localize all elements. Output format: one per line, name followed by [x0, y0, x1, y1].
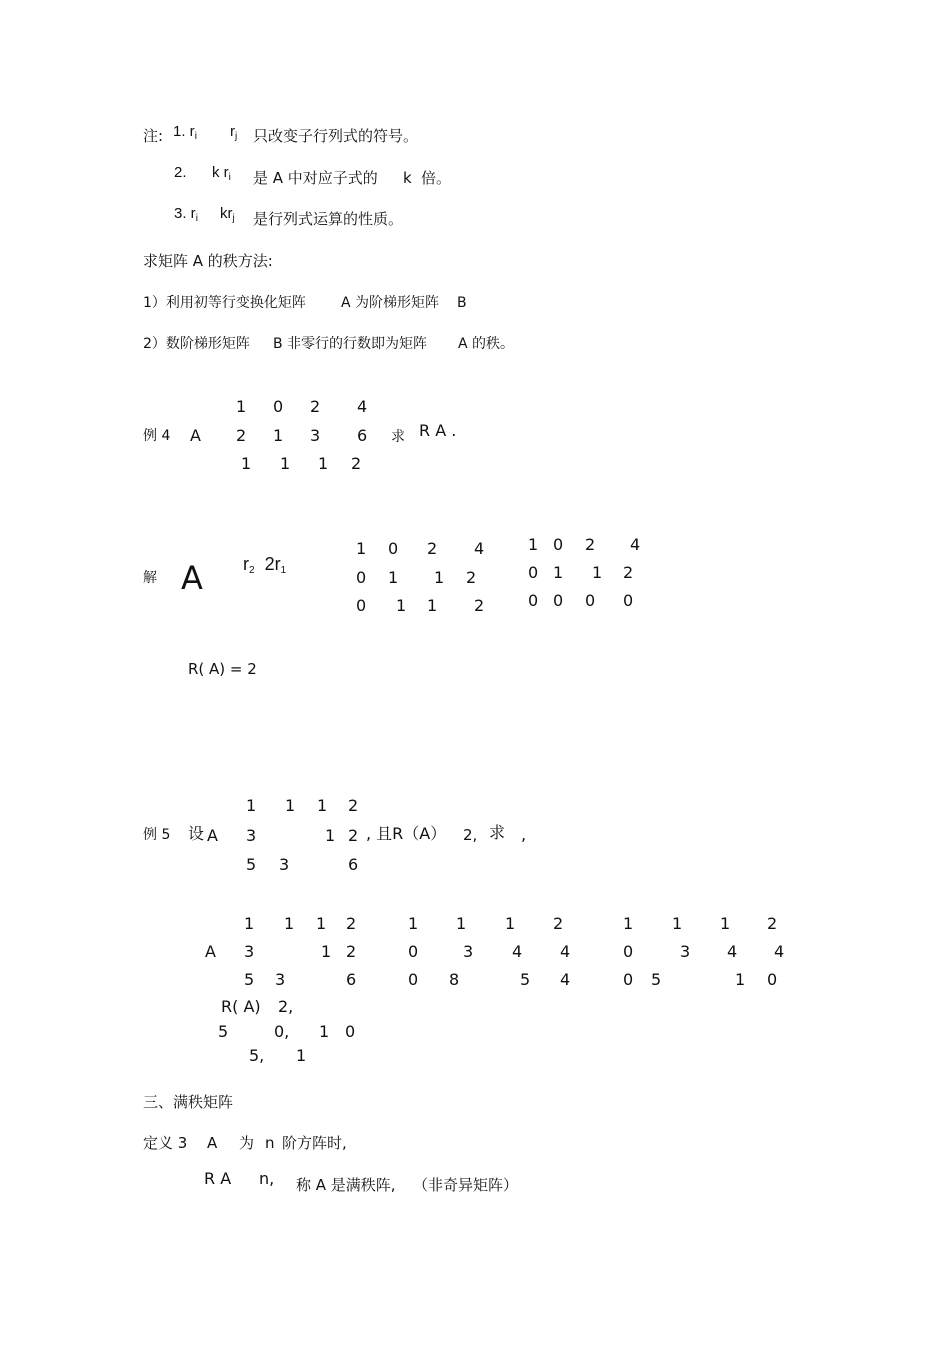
matrix-cell: 1	[321, 942, 332, 961]
matrix-cell: 0	[553, 535, 564, 554]
matrix-cell: 1	[427, 596, 438, 615]
solution5-line2-a: 5	[218, 1022, 229, 1041]
matrix-cell: 1	[592, 563, 603, 582]
method-step2-b: B 非零行的行数即为矩阵	[273, 336, 428, 352]
matrix-cell: 0	[408, 970, 419, 989]
note1-r2: r	[230, 123, 235, 140]
section3-text: 称 A 是满秩阵,	[296, 1176, 396, 1194]
example5-two: 2,	[463, 826, 478, 844]
matrix-cell: 1	[273, 426, 284, 445]
matrix-cell: 2	[348, 826, 359, 845]
solution5-line1-b: 2,	[278, 997, 294, 1016]
solution5-line3-a: 5,	[249, 1046, 265, 1065]
matrix-cell: 0	[623, 970, 634, 989]
matrix-cell: 5	[244, 970, 255, 989]
matrix-cell: 4	[774, 942, 785, 961]
matrix-cell: 1	[318, 454, 329, 473]
matrix-cell: 1	[528, 535, 539, 554]
matrix-cell: 3	[246, 826, 257, 845]
op-r: r	[243, 554, 249, 574]
note1-r	[173, 124, 197, 142]
matrix-cell: 2	[348, 796, 359, 815]
matrix-cell: 0	[553, 591, 564, 610]
note3-kr	[220, 206, 235, 224]
matrix-cell: 2	[623, 563, 634, 582]
section3-title: 三、满秩矩阵	[143, 1093, 234, 1111]
note2-k: k	[403, 169, 412, 187]
matrix-cell: 1	[317, 796, 328, 815]
note2-prefix: 2.	[174, 164, 187, 181]
example4-qiu: 求	[391, 429, 405, 445]
matrix-cell: 1	[505, 914, 516, 933]
matrix-cell: 3	[244, 942, 255, 961]
section3-def-n: n	[265, 1134, 275, 1152]
matrix-cell: 0	[356, 596, 367, 615]
matrix-cell: 6	[346, 970, 357, 989]
matrix-cell: 0	[528, 563, 539, 582]
matrix-cell: 2	[346, 914, 357, 933]
note1-rj	[230, 124, 237, 142]
op-sub2: 2	[249, 565, 255, 576]
notes-label: 注:	[143, 127, 164, 145]
section3-paren: （非奇异矩阵）	[413, 1176, 519, 1194]
method-step1-a: A 为阶梯形矩阵	[341, 295, 440, 311]
matrix-cell: 0	[388, 539, 399, 558]
note2-text: 是 A 中对应子式的	[253, 169, 378, 187]
note2-kr	[212, 165, 231, 183]
matrix-cell: 1	[241, 454, 252, 473]
matrix-cell: 1	[434, 568, 445, 587]
matrix-cell: 5	[246, 855, 257, 874]
matrix-cell: 2	[427, 539, 438, 558]
matrix-cell: 3	[463, 942, 474, 961]
matrix-cell: 1	[553, 563, 564, 582]
matrix-cell: 4	[512, 942, 523, 961]
matrix-cell: 3	[279, 855, 290, 874]
matrix-cell: 1	[325, 826, 336, 845]
op-sub1: 1	[280, 565, 287, 576]
note3-r	[174, 206, 198, 224]
method-step1: 1）利用初等行变换化矩阵	[143, 295, 306, 311]
matrix-cell: 1	[388, 568, 399, 587]
section3-RA: R A	[204, 1169, 232, 1188]
note2-bei: 倍。	[421, 169, 452, 187]
section3-def-label: 定义 3	[143, 1134, 188, 1152]
example4-label: 例 4	[143, 428, 171, 444]
solution4-label: 解	[143, 570, 157, 586]
section3-def-A: A	[207, 1134, 218, 1152]
method-step2-c: A 的秩。	[458, 336, 515, 352]
matrix-cell: 2	[351, 454, 362, 473]
matrix-cell: 1	[720, 914, 731, 933]
example5-label: 例 5	[143, 827, 171, 843]
matrix-cell: 1	[735, 970, 746, 989]
matrix-cell: 2	[466, 568, 477, 587]
matrix-cell: 0	[585, 591, 596, 610]
example5-qiu: 求	[489, 823, 506, 842]
note3-kr-text: kr	[220, 205, 233, 222]
solution5-line3-b: 1	[296, 1046, 307, 1065]
matrix-cell: 1	[244, 914, 255, 933]
matrix-cell: 3	[680, 942, 691, 961]
matrix-cell: 1	[408, 914, 419, 933]
matrix-cell: 1	[456, 914, 467, 933]
note2-kr-text: k r	[212, 164, 229, 181]
matrix-cell: 0	[273, 397, 284, 416]
matrix-cell: 0	[356, 568, 367, 587]
matrix-cell: 0	[623, 591, 634, 610]
matrix-cell: 2	[585, 535, 596, 554]
note3-text: 是行列式运算的性质。	[253, 210, 404, 228]
matrix-cell: 1	[672, 914, 683, 933]
matrix-cell: 8	[449, 970, 460, 989]
matrix-cell: 1	[396, 596, 407, 615]
solution5-A: A	[205, 942, 216, 961]
matrix-cell: 4	[560, 970, 571, 989]
matrix-cell: 2	[553, 914, 564, 933]
matrix-cell: 2	[346, 942, 357, 961]
solution5-line2-b: 0,	[274, 1022, 290, 1041]
solution4-result: R( A) = 2	[188, 660, 257, 678]
op-2r: 2r	[264, 554, 281, 574]
method-title: 求矩阵 A 的秩方法:	[143, 252, 273, 270]
matrix-cell: 1	[246, 796, 257, 815]
matrix-cell: 3	[310, 426, 321, 445]
example5-she: 设	[188, 824, 205, 843]
matrix-cell: 6	[348, 855, 359, 874]
note3-sub-j: j	[232, 213, 235, 224]
matrix-cell: 2	[767, 914, 778, 933]
matrix-cell: 0	[408, 942, 419, 961]
note3-sub-i: i	[195, 213, 198, 224]
matrix-cell: 3	[275, 970, 286, 989]
matrix-cell: 4	[474, 539, 485, 558]
example5-A: A	[207, 826, 218, 845]
note1-sub-i: i	[194, 131, 197, 142]
note3-prefix: 3. r	[174, 205, 196, 222]
note2-sub-i: i	[228, 172, 231, 183]
solution5-line1-a: R( A)	[221, 997, 261, 1016]
matrix-cell: 1	[236, 397, 247, 416]
matrix-cell: 0	[623, 942, 634, 961]
matrix-cell: 2	[310, 397, 321, 416]
matrix-cell: 0	[767, 970, 778, 989]
matrix-cell: 2	[236, 426, 247, 445]
matrix-cell: 1	[623, 914, 634, 933]
matrix-cell: 0	[528, 591, 539, 610]
note1-sub-j: j	[235, 131, 238, 142]
note1-text: 只改变子行列式的符号。	[253, 127, 419, 145]
matrix-cell: 2	[474, 596, 485, 615]
solution4-A: A	[181, 559, 203, 597]
method-step2: 2）数阶梯形矩阵	[143, 336, 250, 352]
matrix-cell: 4	[560, 942, 571, 961]
solution5-line2-c: 1	[319, 1022, 330, 1041]
matrix-cell: 4	[630, 535, 641, 554]
section3-def-text: 阶方阵时,	[282, 1134, 347, 1152]
note1-prefix: 1. r	[173, 123, 195, 140]
example4-RA: R A .	[419, 421, 457, 440]
method-step1-b: B	[457, 295, 467, 311]
matrix-cell: 6	[357, 426, 368, 445]
matrix-cell: 1	[285, 796, 296, 815]
matrix-cell: 5	[520, 970, 531, 989]
matrix-cell: 4	[357, 397, 368, 416]
section3-n: n,	[259, 1169, 275, 1188]
section3-def-wei: 为	[239, 1134, 255, 1152]
matrix-cell: 1	[284, 914, 295, 933]
example5-qie: , 且R（A）	[366, 824, 447, 843]
matrix-cell: 5	[651, 970, 662, 989]
matrix-cell: 4	[727, 942, 738, 961]
solution5-line2-d: 0	[345, 1022, 356, 1041]
matrix-cell: 1	[316, 914, 327, 933]
solution4-op	[243, 555, 286, 576]
matrix-cell: 1	[280, 454, 291, 473]
example4-A: A	[190, 426, 201, 445]
matrix-cell: 1	[356, 539, 367, 558]
example5-comma: ,	[521, 825, 527, 844]
